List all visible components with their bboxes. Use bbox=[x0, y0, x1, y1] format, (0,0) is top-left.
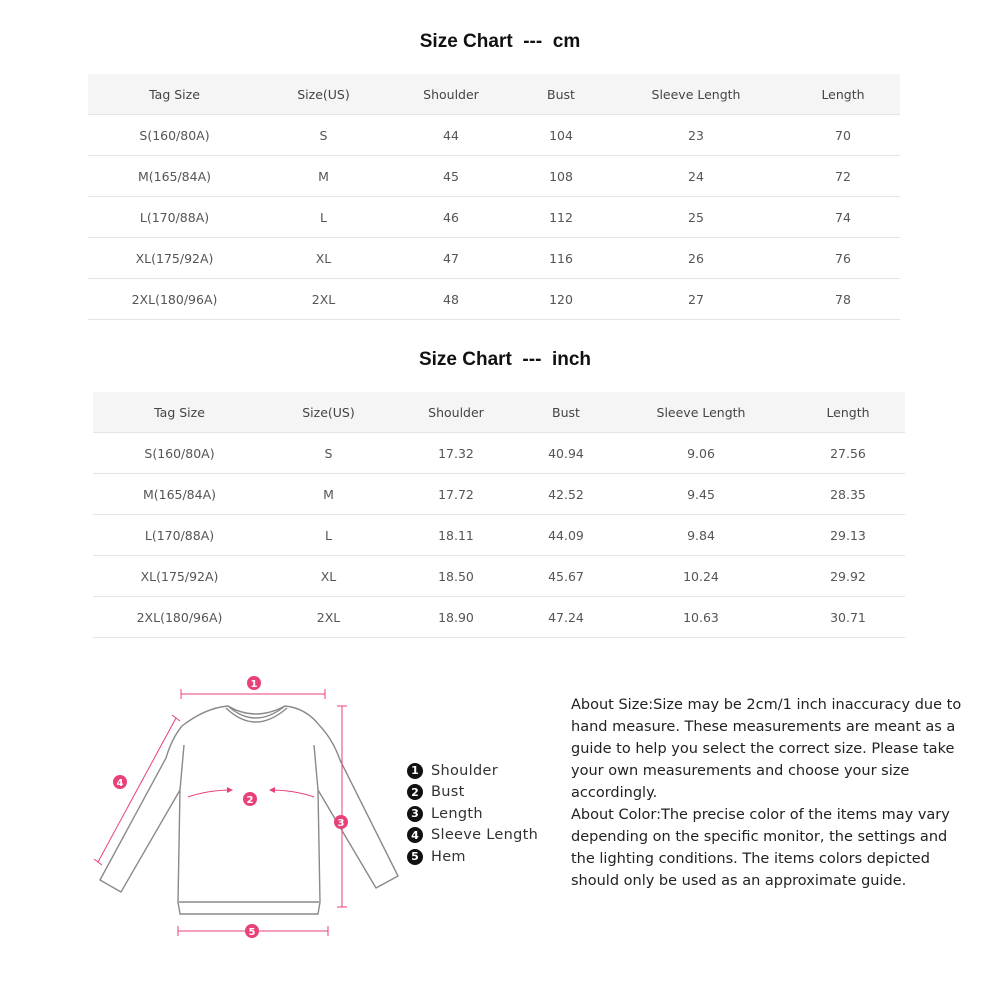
table-cell: XL bbox=[266, 556, 391, 597]
table-cell: 17.72 bbox=[391, 474, 521, 515]
table-cell: M bbox=[266, 474, 391, 515]
legend-label: Length bbox=[431, 805, 483, 822]
table-cell: 9.06 bbox=[611, 433, 791, 474]
table-row bbox=[88, 115, 900, 156]
table-cell: 10.24 bbox=[611, 556, 791, 597]
table-cell: S(160/80A) bbox=[93, 433, 266, 474]
table-cell: 27.56 bbox=[791, 433, 905, 474]
table-cell: 23 bbox=[606, 115, 786, 156]
table-cell: 29.13 bbox=[791, 515, 905, 556]
inch-chart-title: Size Chart --- inch bbox=[418, 349, 592, 370]
table-cell: 27 bbox=[606, 279, 786, 320]
legend-label: Hem bbox=[431, 848, 466, 865]
table-cell: S bbox=[261, 115, 386, 156]
table-cell: 25 bbox=[606, 197, 786, 238]
table-cell: M(165/84A) bbox=[88, 156, 261, 197]
table-cell: 24 bbox=[606, 156, 786, 197]
legend-number-badge: 4 bbox=[407, 827, 423, 843]
column-header: Bust bbox=[521, 392, 611, 433]
legend-item bbox=[407, 782, 538, 804]
table-cell: 120 bbox=[516, 279, 606, 320]
table-cell: 2XL bbox=[261, 279, 386, 320]
legend-item bbox=[407, 846, 538, 868]
table-cell: L bbox=[261, 197, 386, 238]
inch-size-table bbox=[93, 392, 905, 638]
table-row bbox=[88, 197, 900, 238]
svg-text:2: 2 bbox=[246, 795, 254, 806]
table-cell: 2XL(180/96A) bbox=[88, 279, 261, 320]
table-cell: 18.90 bbox=[391, 597, 521, 638]
table-row bbox=[93, 556, 905, 597]
table-cell: XL bbox=[261, 238, 386, 279]
table-cell: 74 bbox=[786, 197, 900, 238]
table-cell: 17.32 bbox=[391, 433, 521, 474]
table-cell: 18.50 bbox=[391, 556, 521, 597]
table-cell: 112 bbox=[516, 197, 606, 238]
table-cell: 2XL(180/96A) bbox=[93, 597, 266, 638]
table-cell: L(170/88A) bbox=[93, 515, 266, 556]
column-header: Shoulder bbox=[386, 74, 516, 115]
svg-text:3: 3 bbox=[337, 818, 345, 829]
table-row bbox=[88, 156, 900, 197]
table-cell: 42.52 bbox=[521, 474, 611, 515]
column-header: Sleeve Length bbox=[606, 74, 786, 115]
table-cell: 40.94 bbox=[521, 433, 611, 474]
table-row bbox=[93, 515, 905, 556]
legend-number-badge: 3 bbox=[407, 806, 423, 822]
column-header: Shoulder bbox=[391, 392, 521, 433]
about-size-note: About Size:Size may be 2cm/1 inch inaccuracy due to hand measure. These measurements are meant as a guide to help you select the correct size. Please take your own measurements and choose your size accordingly. bbox=[571, 697, 962, 801]
table-row bbox=[93, 433, 905, 474]
table-row bbox=[88, 279, 900, 320]
legend-number-badge: 5 bbox=[407, 849, 423, 865]
legend-number-badge: 1 bbox=[407, 763, 423, 779]
table-cell: 46 bbox=[386, 197, 516, 238]
table-cell: 72 bbox=[786, 156, 900, 197]
table-cell: 26 bbox=[606, 238, 786, 279]
table-cell: 116 bbox=[516, 238, 606, 279]
table-cell: 45.67 bbox=[521, 556, 611, 597]
column-header: Size(US) bbox=[266, 392, 391, 433]
column-header: Length bbox=[786, 74, 900, 115]
cm-chart-title: Size Chart --- cm bbox=[419, 31, 581, 52]
column-header: Bust bbox=[516, 74, 606, 115]
table-cell: 29.92 bbox=[791, 556, 905, 597]
table-cell: M(165/84A) bbox=[93, 474, 266, 515]
marker-3 bbox=[334, 815, 348, 829]
legend-label: Shoulder bbox=[431, 762, 498, 779]
table-cell: 47 bbox=[386, 238, 516, 279]
column-header: Length bbox=[791, 392, 905, 433]
table-cell: 44.09 bbox=[521, 515, 611, 556]
size-notes bbox=[571, 694, 971, 892]
table-cell: 70 bbox=[786, 115, 900, 156]
legend-item bbox=[407, 825, 538, 847]
table-cell: 47.24 bbox=[521, 597, 611, 638]
table-cell: 45 bbox=[386, 156, 516, 197]
legend-label: Bust bbox=[431, 784, 465, 801]
column-header: Sleeve Length bbox=[611, 392, 791, 433]
table-cell: XL(175/92A) bbox=[93, 556, 266, 597]
svg-text:5: 5 bbox=[248, 927, 256, 938]
table-cell: 2XL bbox=[266, 597, 391, 638]
marker-4 bbox=[113, 775, 127, 789]
table-cell: 9.45 bbox=[611, 474, 791, 515]
column-header: Tag Size bbox=[93, 392, 266, 433]
marker-5 bbox=[245, 924, 259, 938]
table-cell: 28.35 bbox=[791, 474, 905, 515]
table-cell: L bbox=[266, 515, 391, 556]
table-cell: 78 bbox=[786, 279, 900, 320]
table-cell: 108 bbox=[516, 156, 606, 197]
cm-size-table bbox=[88, 74, 900, 320]
table-cell: 44 bbox=[386, 115, 516, 156]
table-cell: 30.71 bbox=[791, 597, 905, 638]
legend-item bbox=[407, 803, 538, 825]
table-cell: XL(175/92A) bbox=[88, 238, 261, 279]
table-cell: S(160/80A) bbox=[88, 115, 261, 156]
column-header: Size(US) bbox=[261, 74, 386, 115]
measurement-lines bbox=[94, 689, 347, 936]
table-row bbox=[88, 238, 900, 279]
column-header: Tag Size bbox=[88, 74, 261, 115]
legend-label: Sleeve Length bbox=[431, 827, 539, 844]
measurement-legend bbox=[407, 760, 538, 868]
marker-2 bbox=[243, 792, 257, 806]
legend-item bbox=[407, 760, 538, 782]
sweater-outline bbox=[100, 706, 398, 914]
table-cell: S bbox=[266, 433, 391, 474]
about-color-note: About Color:The precise color of the items may vary depending on the specific monitor, the settings and the lighting conditions. The items colors depicted should only be used as an approximate guide. bbox=[571, 807, 950, 889]
marker-1 bbox=[247, 676, 261, 690]
table-cell: 10.63 bbox=[611, 597, 791, 638]
table-header-row bbox=[93, 392, 905, 433]
table-row bbox=[93, 597, 905, 638]
legend-number-badge: 2 bbox=[407, 784, 423, 800]
table-cell: 76 bbox=[786, 238, 900, 279]
table-cell: 9.84 bbox=[611, 515, 791, 556]
table-cell: L(170/88A) bbox=[88, 197, 261, 238]
table-header-row bbox=[88, 74, 900, 115]
table-cell: 18.11 bbox=[391, 515, 521, 556]
table-cell: M bbox=[261, 156, 386, 197]
table-cell: 48 bbox=[386, 279, 516, 320]
svg-text:4: 4 bbox=[116, 778, 124, 789]
table-cell: 104 bbox=[516, 115, 606, 156]
table-row bbox=[93, 474, 905, 515]
svg-text:1: 1 bbox=[250, 679, 258, 690]
